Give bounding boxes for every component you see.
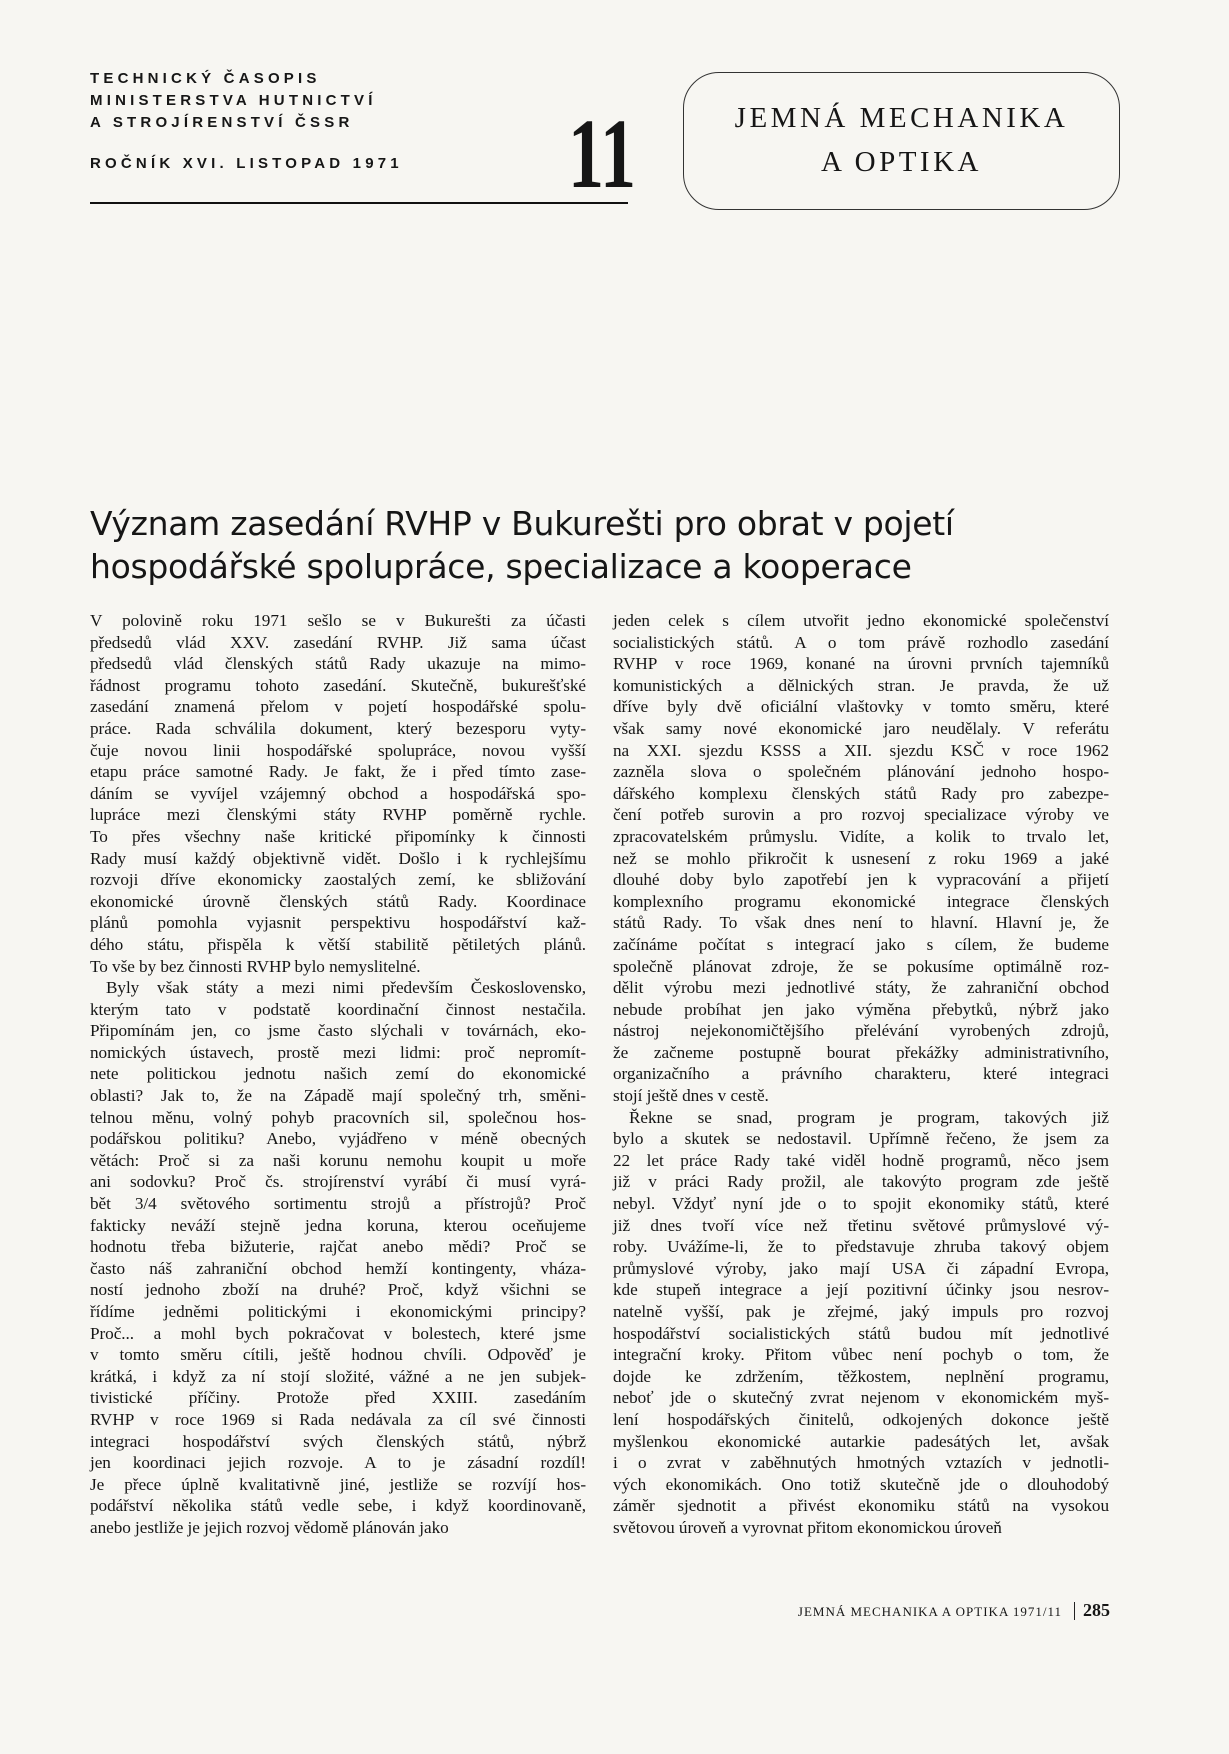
body-text-line: podářství několika států vedle sebe, i když koordinovaně,	[90, 1496, 586, 1516]
body-text-line: ani sodovku? Proč čs. strojírenství vyrábí či musí vyrá-	[90, 1172, 586, 1192]
body-text-line: než se mohlo přikročit k usnesení z roku 1969 a jaké	[613, 848, 1109, 868]
body-text-line: hodnotu třeba bižuterie, rajčat anebo mědi? Proč se	[90, 1237, 586, 1257]
body-text-line: plánů pomohla vyjasnit perspektivu hospodářství kaž-	[90, 913, 586, 933]
body-text-line: nebude probíhat jen jako výměna přebytků, nýbrž jako	[613, 999, 1109, 1019]
body-text-line: začínáme počítat s integrací jako s cílem, že budeme	[613, 934, 1109, 954]
body-text-line: dojde ke zdržením, těžkostem, neplnění programu,	[613, 1366, 1109, 1386]
body-text-line: dářského komplexu členských států Rady pro zabezpe-	[613, 783, 1109, 803]
article-title	[90, 502, 1150, 588]
article-body-right-column	[613, 610, 1109, 1539]
article-body-left-column	[90, 610, 586, 1539]
body-text-line: často náš zahraniční obchod hemží kontingenty, vháza-	[90, 1258, 586, 1278]
body-text-line: 22 let práce Rady také viděl hodně programů, něco jsem	[613, 1150, 1109, 1170]
body-text-line: zazněla slova o společném plánování jednoho hospo-	[613, 762, 1109, 782]
page-footer	[798, 1600, 1110, 1621]
body-text-line: hospodářství socialistických států budou mít jednotlivé	[613, 1323, 1109, 1343]
body-text-line: dáním se vyvíjel vzájemný obchod a hospodářská spo-	[90, 783, 586, 803]
body-text-line: již v práci Rady prožil, ale takovýto program zde ještě	[613, 1172, 1109, 1192]
body-text-line: komunistických a dělnických stran. Je pravda, že už	[613, 675, 1109, 695]
body-text-line: stojí ještě dnes v cestě.	[613, 1086, 769, 1106]
issue-number: 11	[568, 98, 637, 209]
body-text-line: tivistické příčiny. Protože před XXIII. zasedáním	[90, 1388, 586, 1408]
body-text-line: dlouhé doby bylo zapotřebí jen k vypracování a přijetí	[613, 870, 1109, 890]
body-text-line: jeden celek s cílem utvořit jedno ekonomické společenství	[613, 611, 1109, 630]
body-text-line: dělit výrobu mezi jednotlivé státy, že zahraniční obchod	[613, 978, 1109, 998]
body-text-line: již dnes tvoří více než třetinu světové průmyslové vý-	[613, 1215, 1109, 1235]
body-text-line: etapu práce samotné Rady. Je fakt, že i před tímto zase-	[90, 762, 586, 782]
body-text-line: větách: Proč si za naši korunu nemohu koupit u moře	[90, 1150, 586, 1170]
body-text-line: ekonomické úrovně členských států Rady. Koordinace	[90, 891, 586, 911]
body-text-line: bylo a skutek se nedostavil. Upřímně řečeno, že jsem za	[613, 1129, 1109, 1149]
body-text-line: rozvoji dříve ekonomicky zaostalých zemí, ke sbližování	[90, 870, 586, 890]
body-text-line: nebyl. Vždyť nyní jde o to spojit ekonomiky států, které	[613, 1194, 1109, 1214]
body-text-line: integrační kroky. Přitom vůbec není pochyb o tom, že	[613, 1345, 1109, 1365]
masthead-line: TECHNICKÝ ČASOPIS	[90, 70, 321, 87]
masthead-line: A STROJÍRENSTVÍ ČSSR	[90, 114, 354, 131]
body-text-line: nástroj nejekonomičtějšího přelévání vyrobených zdrojů,	[613, 1021, 1109, 1041]
body-text-line: natelně vyšší, pak je zřejmé, jaký impuls pro rozvoj	[613, 1302, 1109, 1321]
body-text-line: čení potřeb surovin a pro rozvoj specializace výroby ve	[613, 805, 1109, 825]
article-title-line: Význam zasedání RVHP v Bukurešti pro obrat v pojetí	[90, 504, 954, 543]
body-text-line: oblasti? Jak to, že na Západě mají společný trh, směni-	[90, 1086, 586, 1106]
journal-name-box	[683, 72, 1120, 210]
body-text-line: RVHP v roce 1969 si Rada nedávala za cíl své činnosti	[90, 1409, 586, 1429]
body-text-line: průmyslové výroby, jako mají USA či západní Evropa,	[613, 1258, 1109, 1278]
body-text-line: i o zvrat v zaběhnutých hmotných vztazích v jednotli-	[613, 1453, 1109, 1473]
body-text-line: dříve byly dvě oficiální vlaštovky v tomto směru, které	[613, 697, 1109, 717]
body-text-line: RVHP v roce 1969, konané na úrovni prvních tajemníků	[613, 654, 1109, 674]
body-text-line: v tomto směru cítili, ještě hodnou chvíli. Odpověď je	[90, 1345, 586, 1365]
body-text-line: roby. Uvážíme-li, že to představuje zhruba takový objem	[613, 1237, 1109, 1257]
body-text-line: zpracovatelském průmyslu. Vidíte, a kolik to trvalo let,	[613, 826, 1109, 846]
publisher-masthead	[90, 68, 403, 175]
article-title-line: hospodářské spolupráce, specializace a kooperace	[90, 547, 912, 586]
volume-date-line: ROČNÍK XVI. LISTOPAD 1971	[90, 155, 403, 172]
body-text-line: To přes všechny naše kritické připomínky k činnosti	[90, 826, 586, 846]
body-text-line: dého státu, přispěla k větší stabilitě pětiletých plánů.	[90, 934, 586, 954]
body-text-line: myšlenkou ekonomické autarkie padesátých let, avšak	[613, 1431, 1109, 1451]
body-text-line: řádnost programu tohoto zasedání. Skutečně, bukurešťské	[90, 675, 586, 695]
header-rule	[90, 202, 628, 204]
body-text-line: kterým tato v podstatě koordinační činnost nestačila.	[90, 999, 586, 1019]
footer-divider	[1074, 1602, 1075, 1620]
body-text-line: komplexního programu ekonomické integrace členských	[613, 891, 1109, 911]
body-text-line: anebo jestliže je jejich rozvoj vědomě plánován jako	[90, 1517, 449, 1537]
body-text-line: nete politickou jednotu našich zemí do ekonomické	[90, 1064, 586, 1084]
journal-name-line: A OPTIKA	[821, 146, 982, 178]
body-text-line: socialistických států. A o tom právě rozhodlo zasedání	[613, 632, 1109, 652]
body-text-line: V polovině roku 1971 sešlo se v Bukurešti za účasti	[90, 611, 586, 630]
body-text-line: předsedů vlád členských států Rady ukazuje na mimo-	[90, 654, 586, 674]
body-text-line: fakticky neváží stejně jedna koruna, kterou oceňujeme	[90, 1215, 586, 1235]
body-text-line: Je přece úplně kvalitativně jiné, jestliže se rozvíjí hos-	[90, 1474, 586, 1494]
body-text-line: společně plánovat zdroje, že se pokusíme optimálně roz-	[613, 956, 1109, 976]
body-text-line: států Rady. To však dnes není to hlavní. Hlavní je, že	[613, 913, 1109, 933]
body-text-line: organizačního a právního charakteru, které integraci	[613, 1064, 1109, 1084]
body-text-line: vých ekonomikách. Ono totiž skutečně jde o dlouhodobý	[613, 1474, 1109, 1494]
body-text-line: však samy nové ekonomické jaro neudělaly. V referátu	[613, 718, 1109, 738]
body-text-line: telnou měnu, volný pohyb pracovních sil, společnou hos-	[90, 1107, 586, 1127]
body-text-line: Rady musí každý objektivně vidět. Došlo i k rychlejšímu	[90, 848, 586, 868]
body-text-line: na XXI. sjezdu KSSS a XII. sjezdu KSČ v roce 1962	[613, 740, 1109, 760]
body-text-line: zasedání znamená přelom v pojetí hospodářské spolu-	[90, 697, 586, 717]
body-text-line: Připomínám jen, co jsme často slýchali v továrnách, eko-	[90, 1021, 586, 1041]
body-text-line: řídíme jedněmi politickými i ekonomickými principy?	[90, 1302, 586, 1321]
body-text-line: integraci hospodářství svých členských států, nýbrž	[90, 1431, 586, 1451]
body-text-line: krátká, i když za ní stojí složité, vážné a ne jen subjek-	[90, 1366, 586, 1386]
body-text-line: světovou úroveň a vyrovnat přitom ekonomickou úroveň	[613, 1517, 1002, 1537]
body-text-line: Byly však státy a mezi nimi především Československo,	[106, 978, 586, 998]
masthead-line: MINISTERSTVA HUTNICTVÍ	[90, 92, 377, 109]
body-text-line: kde stupeň integrace a její pozitivní účinky jsou nesrov-	[613, 1280, 1109, 1300]
body-text-line: podářskou politiku? Anebo, vyjádřeno v méně obecných	[90, 1129, 586, 1149]
body-text-line: nomických ústavech, prostě mezi lidmi: proč nepromít-	[90, 1042, 586, 1062]
body-text-line: ností jednoho zboží na druhé? Proč, když všichni se	[90, 1280, 586, 1300]
body-text-line: Proč... a mohl bych pokračovat v bolestech, které jsme	[90, 1323, 586, 1343]
body-text-line: lení hospodářských činitelů, odkojených dokonce ještě	[613, 1409, 1109, 1429]
body-text-line: předsedů vlád XXV. zasedání RVHP. Již sama účast	[90, 632, 586, 652]
body-text-line: záměr sjednotit a přivést ekonomiku států na vysokou	[613, 1496, 1109, 1516]
body-text-line: neboť jde o skutečný zvrat nejenom v ekonomickém myš-	[613, 1388, 1109, 1408]
body-text-line: To vše by bez činnosti RVHP bylo nemyslitelné.	[90, 956, 421, 976]
page-number: 285	[1083, 1600, 1110, 1620]
journal-name-line: JEMNÁ MECHANIKA	[734, 102, 1069, 134]
running-head: JEMNÁ MECHANIKA A OPTIKA 1971/11	[797, 1604, 1062, 1619]
body-text-line: čuje novou linii hospodářské spolupráce, novou vyšší	[90, 740, 586, 760]
body-text-line: lupráce mezi členskými státy RVHP poměrně rychle.	[90, 805, 586, 825]
body-text-line: jen koordinaci jejich rozvoje. A to je zásadní rozdíl!	[90, 1453, 586, 1473]
body-text-line: bět 3/4 světového sortimentu strojů a přístrojů? Proč	[90, 1194, 586, 1214]
body-text-line: Řekne se snad, program je program, takových již	[629, 1107, 1109, 1127]
body-text-line: že začneme postupně bourat překážky administrativního,	[613, 1042, 1109, 1062]
body-text-line: práce. Rada schválila dokument, který bezesporu vyty-	[90, 718, 586, 738]
